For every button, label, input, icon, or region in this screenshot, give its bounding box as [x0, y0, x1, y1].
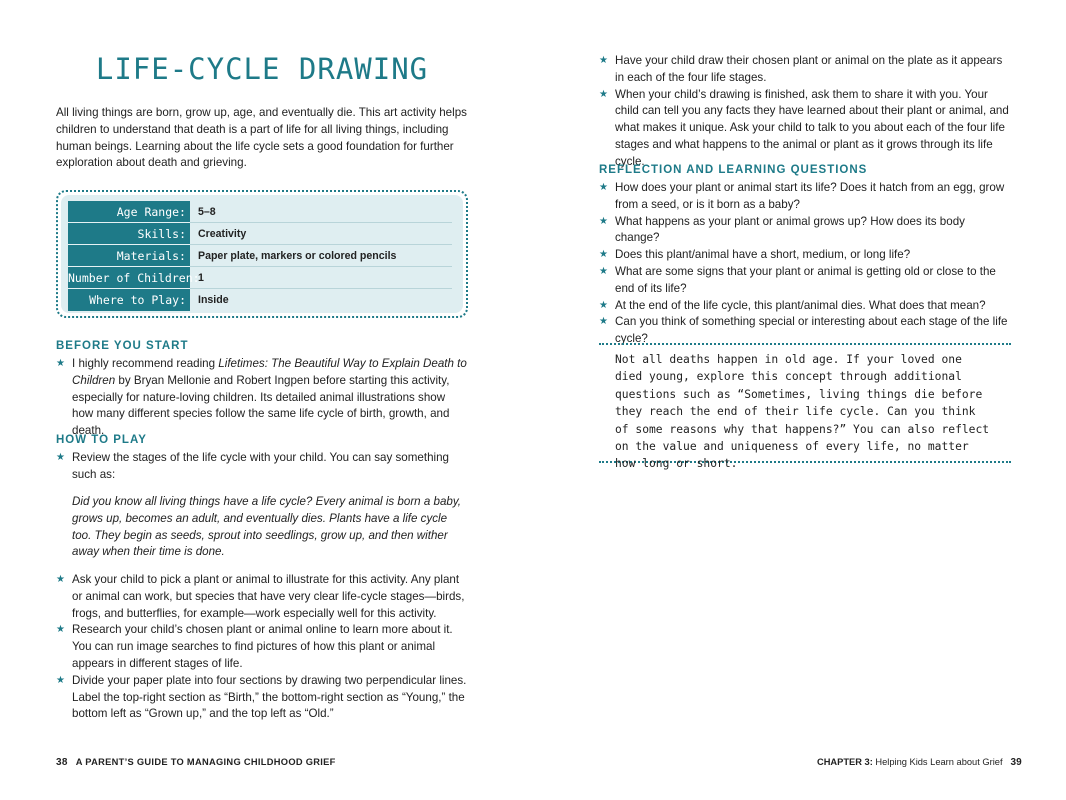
list-item-text: What are some signs that your plant or animal is getting old or close to the end of its life? [615, 264, 996, 295]
note-callout [599, 343, 1011, 471]
book-title-footer: A PARENT’S GUIDE TO MANAGING CHILDHOOD GRIEF [75, 757, 336, 767]
chapter-label: CHAPTER 3: [817, 757, 873, 767]
list-item-text: When your child’s drawing is finished, ask them to share it with you. Your child can tell you any facts they have learned about their plant or animal, and what makes it unique. Ask your child to talk to you about each of the four life stages and what happens to the animal or plant as it grows through its life cycle. [615, 87, 1009, 168]
page-number: 39 [1010, 757, 1022, 768]
info-label: Age Range: [68, 201, 190, 223]
before-you-start-list [56, 356, 468, 440]
text-segment: I highly recommend reading [72, 357, 219, 370]
left-page [56, 0, 468, 800]
book-title: Lifetimes: The Beautiful Way to Explain Death to Children [72, 357, 467, 387]
how-to-play-heading: HOW TO PLAY [56, 434, 147, 446]
page-number: 38 [56, 757, 68, 768]
star-icon: ★ [599, 265, 608, 277]
info-row-age-range [68, 201, 452, 223]
list-item [599, 247, 1011, 264]
info-row-number-of-children [68, 267, 452, 289]
list-item [599, 87, 1011, 171]
list-item-text: Have your child draw their chosen plant or animal on the plate as it appears in each of the four life stages. [615, 54, 1003, 84]
info-table [68, 201, 452, 311]
info-value: Inside [198, 294, 229, 306]
how-to-play-steps-list [56, 572, 468, 723]
list-item-text: Does this plant/animal have a short, medium, or long life? [615, 248, 911, 262]
note-text: Not all deaths happen in old age. If your loved one died young, explore this concept through additional questions such as “Sometimes, living things die before they reach the end of their life cycle. Can you think of some reasons why that happens?” You can also reflect on the value and uniqueness of every life, no matter how long or short. [615, 353, 990, 471]
info-label: Where to Play: [68, 289, 190, 311]
list-item-text: How does your plant or animal start its life? Does it hatch from an egg, grow from a seed, or is it born as a baby? [615, 181, 1005, 211]
info-value: 1 [190, 267, 452, 289]
star-icon: ★ [56, 674, 65, 686]
how-to-play-list [56, 450, 468, 484]
list-item-text: At the end of the life cycle, this plant/animal dies. What does that mean? [615, 298, 986, 312]
info-label: Skills: [68, 223, 190, 245]
info-value: Creativity [190, 223, 452, 245]
reflection-heading: REFLECTION AND LEARNING QUESTIONS [599, 164, 868, 176]
list-item-text: What happens as your plant or animal grows up? How does its body change? [615, 214, 965, 245]
list-item [599, 264, 1011, 298]
intro-paragraph: All living things are born, grow up, age, and eventually die. This art activity helps children to understand that death is a part of life for all living things, including human beings. Learning about the life cycle sets a good foundation for further exploration about death and grieving. [56, 106, 467, 170]
chapter-title: Helping Kids Learn about Grief [875, 757, 1003, 767]
info-row-skills [68, 223, 452, 245]
list-item-text: Can you think of something special or interesting about each stage of the life cycle? [615, 315, 1008, 346]
text-segment: by Bryan Mellonie and Robert Ingpen before starting this activity, especially for nature-loving children. Its detailed animal illustrations show how many different species follow the same life cycle of birth, growth, and death. [72, 373, 450, 438]
page-title: LIFE-CYCLE DRAWING [95, 52, 429, 86]
right-page [599, 0, 1011, 800]
list-item [599, 180, 1011, 214]
list-item [56, 622, 468, 672]
list-item-text: Review the stages of the life cycle with your child. You can say something such as: [72, 451, 449, 481]
list-item-text: Divide your paper plate into four sections by drawing two perpendicular lines. Label the top-right section as “Birth,” the bottom-right section as “Young,” the bottom left as “Grown up,” and the top left as “Old.” [72, 673, 467, 721]
list-item [599, 214, 1011, 248]
star-icon: ★ [599, 299, 608, 311]
info-label: Materials: [68, 245, 190, 267]
list-item [599, 298, 1011, 315]
star-icon: ★ [56, 574, 65, 585]
list-item [56, 572, 468, 622]
info-row-where-to-play [68, 289, 452, 311]
info-label: Number of Children: [68, 267, 190, 289]
info-value: Paper plate, markers or colored pencils [190, 245, 452, 267]
right-footer [817, 757, 1022, 768]
star-icon: ★ [599, 182, 608, 193]
star-icon: ★ [599, 316, 608, 328]
list-item [56, 450, 468, 484]
star-icon: ★ [56, 624, 65, 636]
list-item-text: Research your child’s chosen plant or animal online to learn more about it. You can run image searches to find pictures of how this plant or animal appears in different stages of life. [72, 623, 453, 670]
continued-steps-list [599, 53, 1011, 171]
left-footer [56, 757, 336, 768]
star-icon: ★ [599, 215, 608, 227]
star-icon: ★ [599, 55, 608, 66]
activity-info-box [56, 190, 468, 318]
star-icon: ★ [599, 249, 608, 261]
list-item [599, 53, 1011, 87]
star-icon: ★ [56, 358, 65, 369]
info-row-materials [68, 245, 452, 267]
before-you-start-heading: BEFORE YOU START [56, 340, 189, 352]
list-item [56, 356, 468, 440]
list-item [56, 673, 468, 723]
star-icon: ★ [599, 88, 608, 100]
star-icon: ★ [56, 452, 65, 463]
info-value: 5–8 [190, 201, 452, 223]
example-script-quote: Did you know all living things have a life cycle? Every animal is born a baby, grows up, becomes an adult, and eventually dies. Plants have a life cycle too. They begin as seeds, sprout into seedlings, grow up, and then wither away when their time is done. [72, 495, 462, 559]
list-item-text: Ask your child to pick a plant or animal to illustrate for this activity. Any plant or animal can work, but species that have very clear life-cycle stages—birds, frogs, and butterflies, for example—work especially well for this activity. [72, 573, 465, 620]
reflection-questions-list [599, 180, 1011, 348]
